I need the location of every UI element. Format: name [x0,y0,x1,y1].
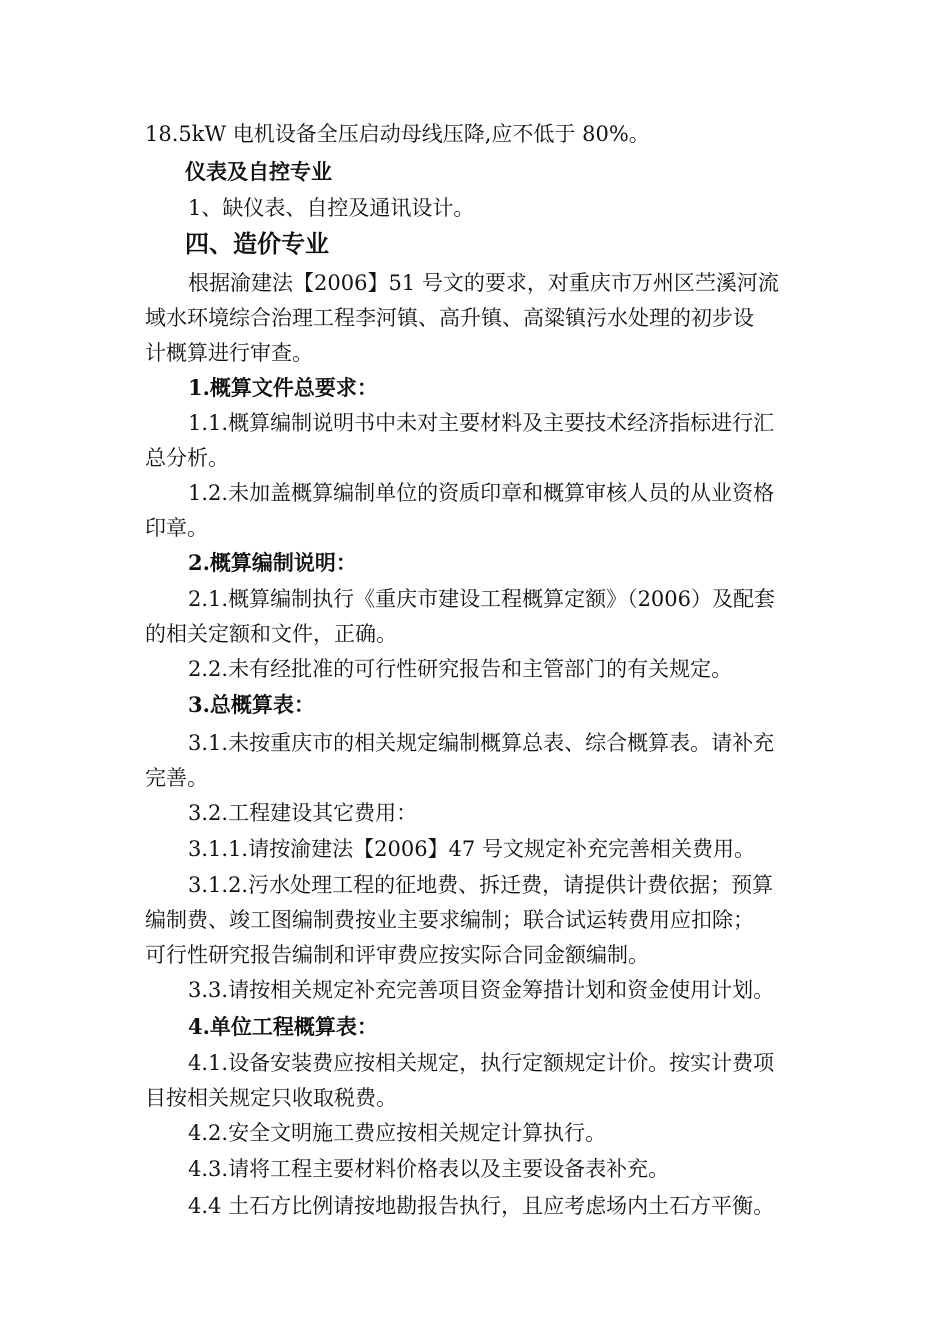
text-line: 3.1.2.污水处理工程的征地费、拆迁费，请提供计费依据；预算 [188,873,774,897]
text-line: 1、缺仪表、自控及通讯设计。 [188,196,475,220]
section-heading: 四、造价专业 [185,230,329,258]
text-line: 3.2.工程建设其它费用： [188,801,418,825]
text-line: 3.1.1.请按渝建法【2006】47 号文规定补充完善相关费用。 [188,837,755,861]
text-line: 18.5kW 电机设备全压启动母线压降,应不低于 80%。 [145,122,650,146]
text-line: 计概算进行审查。 [145,341,313,365]
subsection-heading: 3.总概算表： [188,692,315,717]
text-line: 3.3.请按相关规定补充完善项目资金筹措计划和资金使用计划。 [188,978,775,1002]
text-line: 4.2.安全文明施工费应按相关规定计算执行。 [188,1121,607,1145]
text-line: 4.3.请将工程主要材料价格表以及主要设备表补充。 [188,1157,670,1181]
text-line: 4.1.设备安装费应按相关规定，执行定额规定计价。按实计费项 [188,1051,775,1075]
text-line: 3.1.未按重庆市的相关规定编制概算总表、综合概算表。请补充 [188,731,775,755]
text-line: 目按相关规定只收取税费。 [145,1086,397,1110]
text-line: 总分析。 [145,446,229,470]
text-line: 完善。 [145,766,208,790]
text-line: 的相关定额和文件，正确。 [145,622,397,646]
text-line: 2.1.概算编制执行《重庆市建设工程概算定额》（2006）及配套 [188,587,776,611]
text-line: 1.1.概算编制说明书中未对主要材料及主要技术经济指标进行汇 [188,411,775,435]
text-line: 编制费、竣工图编制费按业主要求编制；联合试运转费用应扣除； [145,908,754,932]
text-line: 2.2.未有经批准的可行性研究报告和主管部门的有关规定。 [188,657,733,681]
subsection-heading: 1.概算文件总要求： [188,375,378,400]
text-line: 4.4 土石方比例请按地勘报告执行，且应考虑场内土石方平衡。 [188,1194,775,1218]
text-line: 可行性研究报告编制和评审费应按实际合同金额编制。 [145,943,649,967]
text-line: 根据渝建法【2006】51 号文的要求，对重庆市万州区苎溪河流 [188,271,779,295]
section-heading: 仪表及自控专业 [185,160,332,184]
text-line: 印章。 [145,516,208,540]
text-line: 1.2.未加盖概算编制单位的资质印章和概算审核人员的从业资格 [188,481,775,505]
subsection-heading: 2.概算编制说明： [188,550,357,575]
subsection-heading: 4.单位工程概算表： [188,1014,378,1039]
text-line: 域水环境综合治理工程李河镇、高升镇、高粱镇污水处理的初步设 [145,306,754,330]
